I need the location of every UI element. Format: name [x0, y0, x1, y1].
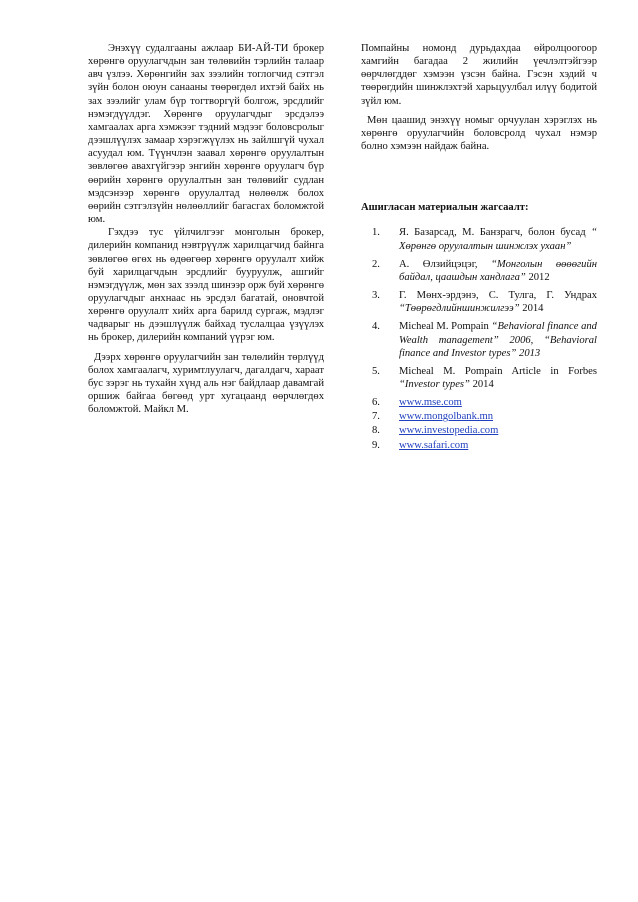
reference-number: 3. — [372, 290, 380, 302]
reference-link-item — [361, 396, 597, 409]
paragraph-investor-types: Дээрх хөрөнгө оруулагчийн зан төлөлийн төрлүүд болох хамгаалагч, хуримтлуулагч, дагалдагч, хараат бус зэрэг нь тухайн хүнд аль нэг байдлаар давамгай оршиж байгаа бөгөөд урт хугацаанд өөрчлөгдөх боломжтой. Майкл М. — [88, 351, 324, 416]
reference-number: 7. — [372, 411, 380, 423]
reference-title: “Behavioral finance and Wealth management” — [399, 321, 597, 346]
reference-year: 2014 — [469, 378, 494, 390]
reference-link-item — [361, 410, 597, 423]
reference-title: “Монголын өөөөгийн байдал, цаашдын хандлага” — [399, 258, 598, 283]
reference-title: “Төөрөгдлийншинжилгээ” — [399, 303, 520, 315]
reference-item — [361, 289, 597, 315]
reference-item — [361, 258, 597, 284]
right-column — [361, 42, 597, 453]
link-investopedia[interactable]: www.investopedia.com — [399, 425, 499, 437]
reference-year: 2006, “Behavioral finance and Investor types” 2013 — [399, 334, 597, 359]
reference-title: “Investor types” — [399, 378, 470, 390]
link-mse[interactable]: www.mse.com — [399, 397, 462, 409]
link-mongolbank[interactable]: www.mongolbank.mn — [399, 411, 494, 423]
paragraph-brokers: Гэхдээ тус үйлчилгээг монголын брокер, дилерийн компанид нэвтрүүлж харилцагчид байнга зөвлөгөө өгөх нь өдөөгөөр хөрөнгө оруулалт хийж буй харилцагчдын эрсдлийг бууруулж, ашгийг нэмэгдүүлж, мөн зах зээлд шинээр орж буй хөрөнгө оруулагчдыг анхнаас нь эрсдэл багатай, оновчтой хөрөнгө оруулалт хийх арга барилд сургаж, мэдлэг чадварыг нь дээшлүүлж байхад туслалцаа үзүүлэх нь брокер, дилерийн компаний үүрэг юм. — [88, 227, 324, 344]
reference-number: 1. — [372, 227, 380, 239]
reference-number: 4. — [372, 321, 380, 333]
reference-number: 2. — [372, 258, 380, 270]
reference-authors: Я. Базарсад, М. Банзрагч, болон бусад — [399, 227, 586, 239]
reference-link-item — [361, 424, 597, 437]
reference-year: 2012 — [525, 271, 550, 283]
reference-number: 9. — [372, 439, 380, 451]
reference-title: “ Хөрөнгө оруулалтын шинжлэх ухаан” — [399, 227, 597, 252]
reference-authors: Micheal M. Pompain — [399, 321, 489, 333]
reference-year: 2014 — [519, 303, 544, 315]
reference-number: 6. — [372, 397, 380, 409]
reference-authors: А. Өлзийцэцэг, — [399, 258, 478, 270]
reference-link-item — [361, 439, 597, 452]
reference-item — [361, 365, 597, 391]
left-column — [88, 42, 324, 416]
reference-authors: Micheal M. Pompain Article in Forbes — [399, 365, 597, 377]
paragraph-conclusion: Мөн цаашид энэхүү номыг орчуулан хэрэглэх нь хөрөнгө оруулагчийн боловсролд чухал нэмэр болно хэмээн найдаж байна. — [361, 114, 597, 153]
reference-item — [361, 226, 597, 252]
references-list — [361, 226, 597, 451]
paragraph-intro: Энэхүү судалгааны ажлаар БИ-АЙ-ТИ брокер хөрөнгө оруулагчдын зан төлөвийн тэрлийн талаар авч үзлээ. Хөрөнгийн зах зээлийн тоглогчид сэтгэл зүйн болон оюун санааны төөрөгдөл ихтэй байх нь зах зээлийг улам бүр тогтворгүй болгож, эрсдлийг нэмэгдүүлдэг. Хөрөнгө оруулагчдыг эрсдэлээ хамгаалах арга хэмжээг тэдний мэдээг боловсролыг дээшлүүлэх замаар хэрэгжүүлэх нь зайлшгүй чухал асуудал юм. Түүнчлэн заавал хөрөнгө оруулалтын зөвлөгөө авахгүйгээр энгийн хөрөнгө оруулагч бүр өөрийн хөрөнгө оруулалтын зан төлөвийг судлан мэдсэнээр хөрөнгө оруулалтад нөлөөлж болох өөрийн сэтгэлзүйн нөлөөллийг багасгах боломжтой юм. — [88, 43, 324, 226]
references-heading: Ашигласан материалын жагсаалт: — [361, 202, 529, 214]
reference-item — [361, 320, 597, 359]
reference-number: 8. — [372, 425, 380, 437]
reference-authors: Г. Мөнх-эрдэнэ, С. Тулга, Г. Ундрах — [399, 290, 597, 302]
paragraph-pompian: Помпайны номонд дурьдахдаа өйролцоогоор хамгийн багадаа 2 жилийн үечлэлтэйгээр өөрчлөгддөг хэмээн үзсэн байна. Гэсэн хэдий ч төөрөгдийн шинжлэхтэй харьцуулбал илүү бодитой зүйл юм. — [361, 43, 597, 107]
link-safari[interactable]: www.safari.com — [399, 439, 469, 451]
reference-number: 5. — [372, 365, 380, 377]
